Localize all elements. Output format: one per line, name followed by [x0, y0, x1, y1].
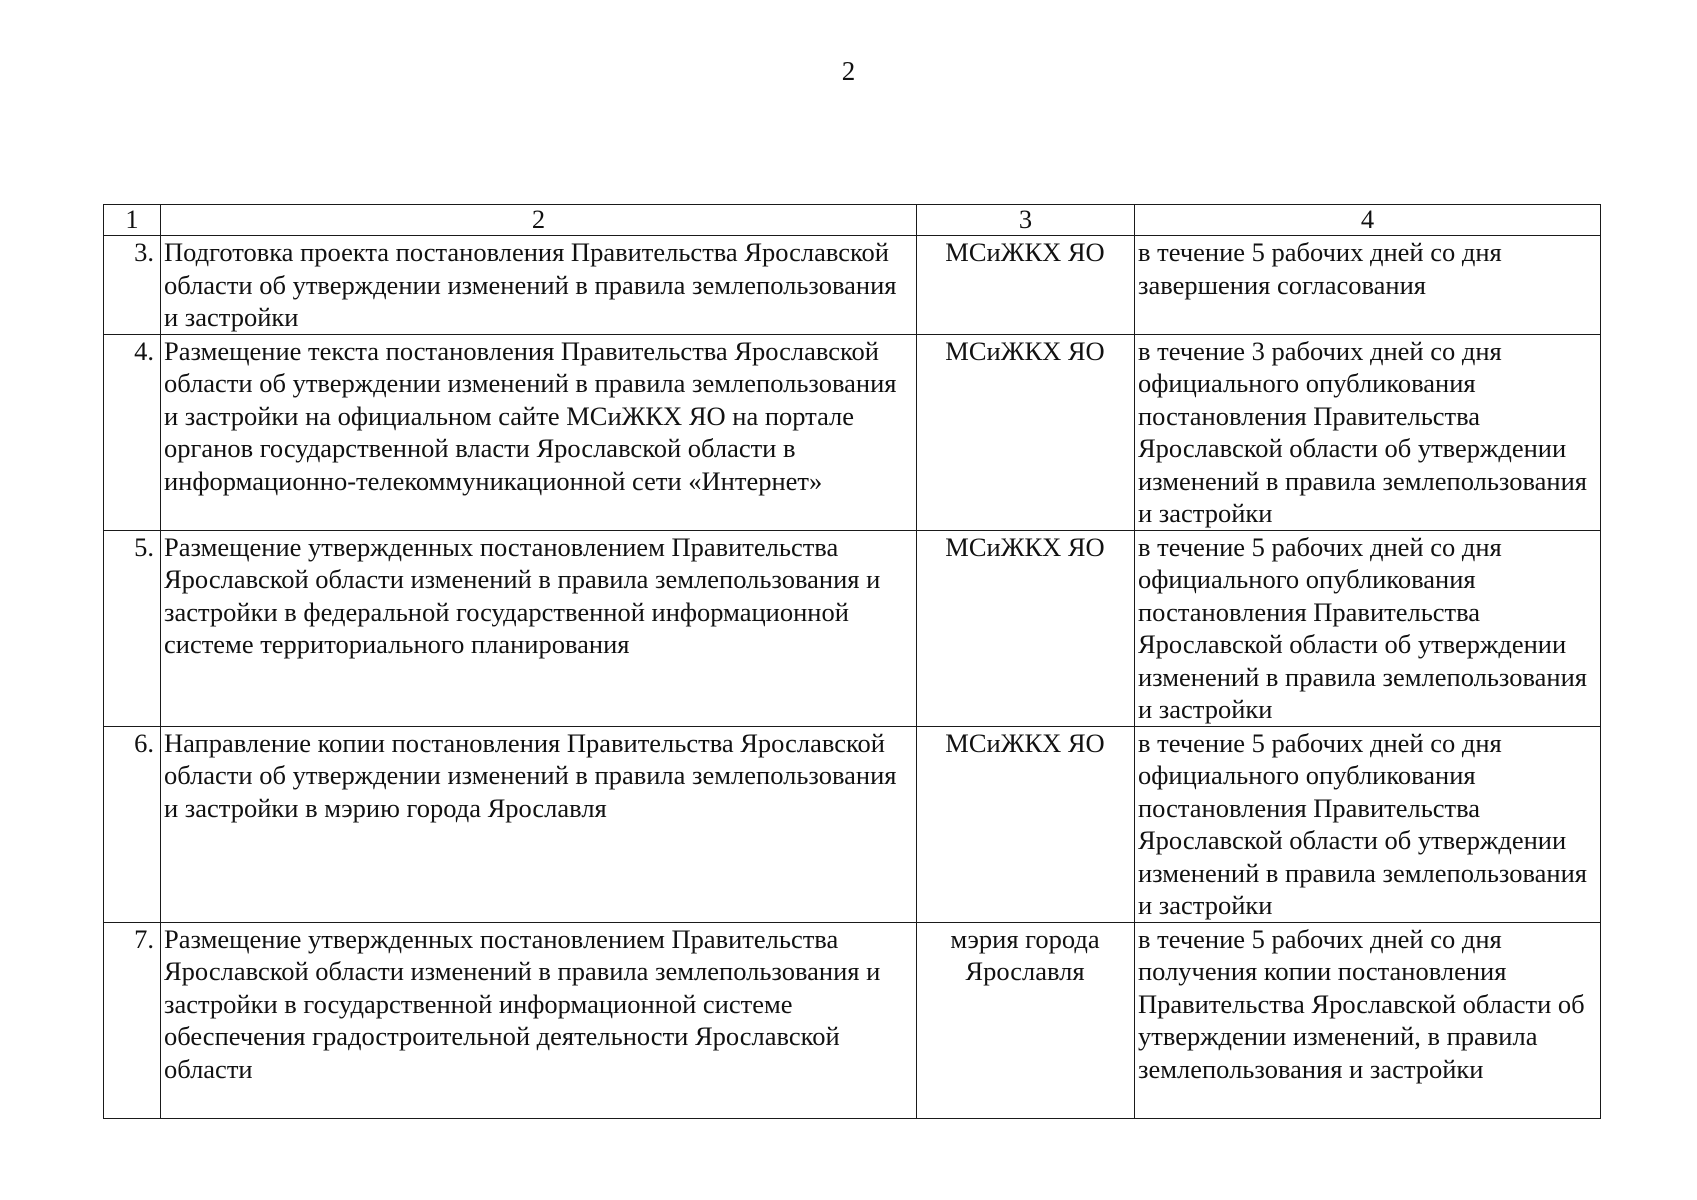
table-row	[104, 726, 1601, 922]
header-cell-2: 2	[161, 205, 917, 236]
schedule-table	[103, 204, 1601, 1119]
action-cell: Размещение текста постановления Правительства Ярославской области об утверждении изменений в правила землепользования и застройки на официальном сайте МСиЖКХ ЯО на портале органов государственной власти Ярославской области в информационно-телекоммуникационной сети «Интернет»	[161, 334, 917, 530]
term-cell: в течение 3 рабочих дней со дня официального опубликования постановления Правительства Ярославской области об утверждении изменений в правила землепользования и застройки	[1135, 334, 1601, 530]
responsible-cell: МСиЖКХ ЯО	[917, 726, 1135, 922]
row-number: 5.	[104, 530, 161, 726]
header-cell-1: 1	[104, 205, 161, 236]
page-number: 2	[841, 56, 856, 86]
table-row	[104, 334, 1601, 530]
table-row	[104, 236, 1601, 335]
term-cell: в течение 5 рабочих дней со дня получения копии постановления Правительства Ярославской области об утверждении изменений, в правила землепользования и застройки	[1135, 922, 1601, 1118]
responsible-cell: МСиЖКХ ЯО	[917, 334, 1135, 530]
term-cell: в течение 5 рабочих дней со дня завершения согласования	[1135, 236, 1601, 335]
row-number: 7.	[104, 922, 161, 1118]
header-row	[104, 205, 1601, 236]
action-cell: Размещение утвержденных постановлением Правительства Ярославской области изменений в правила землепользования и застройки в государственной информационной системе обеспечения градостроительной деятельности Ярославской области	[161, 922, 917, 1118]
term-cell: в течение 5 рабочих дней со дня официального опубликования постановления Правительства Ярославской области об утверждении изменений в правила землепользования и застройки	[1135, 726, 1601, 922]
header-cell-3: 3	[917, 205, 1135, 236]
action-cell: Размещение утвержденных постановлением Правительства Ярославской области изменений в правила землепользования и застройки в федеральной государственной информационной системе территориального планирования	[161, 530, 917, 726]
header-cell-4: 4	[1135, 205, 1601, 236]
action-cell: Направление копии постановления Правительства Ярославской области об утверждении изменений в правила землепользования и застройки в мэрию города Ярославля	[161, 726, 917, 922]
row-number: 6.	[104, 726, 161, 922]
responsible-cell: мэрия города Ярославля	[917, 922, 1135, 1118]
responsible-cell: МСиЖКХ ЯО	[917, 236, 1135, 335]
row-number: 3.	[104, 236, 161, 335]
table-row	[104, 922, 1601, 1118]
responsible-cell: МСиЖКХ ЯО	[917, 530, 1135, 726]
term-cell: в течение 5 рабочих дней со дня официального опубликования постановления Правительства Ярославской области об утверждении изменений в правила землепользования и застройки	[1135, 530, 1601, 726]
row-number: 4.	[104, 334, 161, 530]
action-cell: Подготовка проекта постановления Правительства Ярославской области об утверждении изменений в правила землепользования и застройки	[161, 236, 917, 335]
table-row	[104, 530, 1601, 726]
